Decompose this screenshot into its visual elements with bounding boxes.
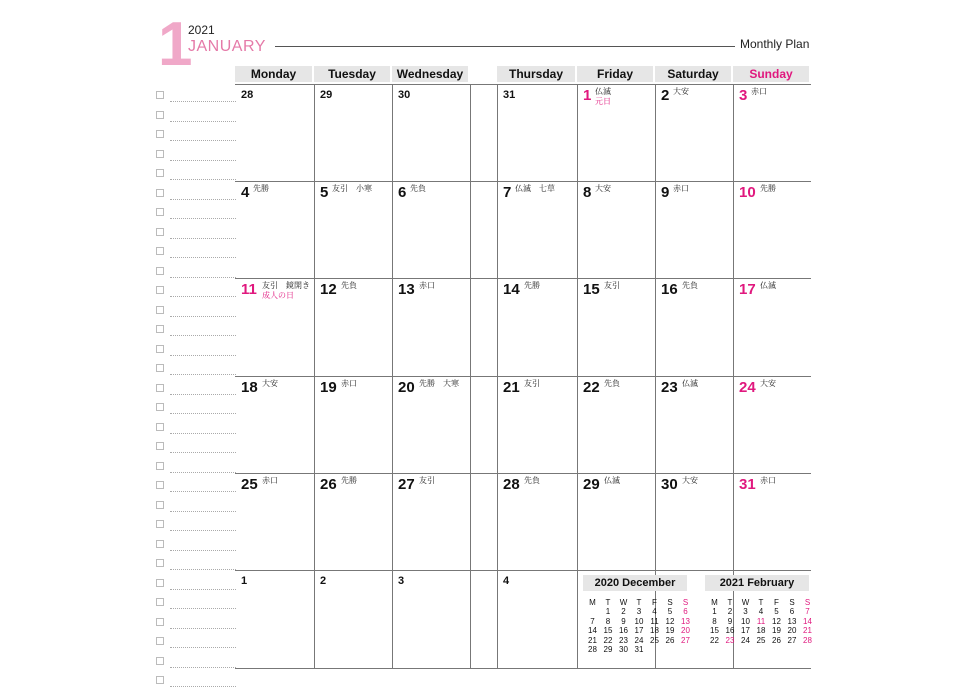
day-number: 11 xyxy=(241,281,257,298)
todo-row xyxy=(156,322,236,336)
todo-row xyxy=(156,88,236,102)
weekday-header: Friday xyxy=(577,66,653,82)
day-number: 5 xyxy=(320,184,329,201)
mini-weekday-label: S xyxy=(682,598,689,607)
todo-line[interactable] xyxy=(170,257,236,258)
year-label: 2021 xyxy=(188,23,215,37)
day-number: 29 xyxy=(320,89,333,101)
day-number: 18 xyxy=(241,379,258,396)
rokuyo-note: 仏滅 xyxy=(595,87,611,96)
todo-row xyxy=(156,654,236,668)
checkbox[interactable] xyxy=(156,501,164,509)
checkbox[interactable] xyxy=(156,130,164,138)
checkbox[interactable] xyxy=(156,579,164,587)
todo-row xyxy=(156,673,236,687)
mini-day: 9 xyxy=(727,616,733,626)
month-number: 1 xyxy=(158,10,191,79)
checkbox[interactable] xyxy=(156,150,164,158)
checkbox[interactable] xyxy=(156,462,164,470)
mini-day: 5 xyxy=(774,607,779,616)
todo-line[interactable] xyxy=(170,491,236,492)
rokuyo-note: 大安 xyxy=(262,379,278,388)
mini-weekday-label: T xyxy=(727,598,733,607)
todo-row xyxy=(156,439,236,453)
mini-day: 17 xyxy=(634,626,644,635)
mini-weekday-label: W xyxy=(619,598,628,607)
day-number: 1 xyxy=(241,575,248,587)
title-rule xyxy=(275,46,735,47)
mini-day: 11 xyxy=(650,616,659,626)
checkbox[interactable] xyxy=(156,267,164,275)
mini-day: 7 xyxy=(590,616,595,626)
todo-line[interactable] xyxy=(170,179,236,180)
mini-day: 14 xyxy=(588,626,597,635)
day-number: 13 xyxy=(398,281,415,298)
mini-weekday-label: T xyxy=(605,598,611,607)
mini-calendar-title: 2020 December xyxy=(583,575,687,591)
day-number: 17 xyxy=(739,281,756,298)
mini-day: 7 xyxy=(805,607,810,616)
mini-weekday-label: S xyxy=(789,598,795,607)
todo-line[interactable] xyxy=(170,413,236,414)
checkbox[interactable] xyxy=(156,345,164,353)
day-number: 7 xyxy=(503,184,512,201)
checkbox[interactable] xyxy=(156,481,164,489)
todo-row xyxy=(156,108,236,122)
day-number: 3 xyxy=(398,575,405,587)
weekday-header: Wednesday xyxy=(392,66,468,82)
holiday-note: 元日 xyxy=(595,97,611,106)
day-number: 9 xyxy=(661,184,670,201)
mini-day: 16 xyxy=(725,626,735,635)
mini-weekday-label: F xyxy=(652,598,657,607)
mini-day: 30 xyxy=(619,645,628,654)
checkbox[interactable] xyxy=(156,520,164,528)
day-number: 29 xyxy=(583,476,600,493)
rokuyo-note: 赤口 xyxy=(262,476,278,485)
todo-line[interactable] xyxy=(170,355,236,356)
rokuyo-note: 大安 xyxy=(595,184,611,193)
mini-weekday-label: T xyxy=(758,598,764,607)
rokuyo-note: 先負 xyxy=(341,281,357,290)
todo-line[interactable] xyxy=(170,589,236,590)
mini-day: 10 xyxy=(634,616,644,626)
todo-line[interactable] xyxy=(170,530,236,531)
mini-day: 20 xyxy=(681,626,690,635)
todo-row xyxy=(156,634,236,648)
mini-day: 21 xyxy=(803,626,812,635)
todo-line[interactable] xyxy=(170,199,236,200)
checkbox[interactable] xyxy=(156,247,164,255)
mini-day: 28 xyxy=(588,645,597,654)
month-name: JANUARY xyxy=(188,38,266,55)
day-number: 6 xyxy=(398,184,407,201)
mini-day: 8 xyxy=(712,616,717,626)
mini-day: 24 xyxy=(634,635,644,645)
checkbox[interactable] xyxy=(156,559,164,567)
rokuyo-note: 仏滅 xyxy=(760,281,776,290)
day-number: 24 xyxy=(739,379,756,396)
day-number: 8 xyxy=(583,184,592,201)
rokuyo-note: 仏滅 xyxy=(682,379,698,388)
rokuyo-note: 赤口 xyxy=(751,87,767,96)
mini-day: 1 xyxy=(712,607,717,616)
checkbox[interactable] xyxy=(156,111,164,119)
weekday-header: Monday xyxy=(235,66,312,82)
mini-day: 27 xyxy=(787,635,797,645)
mini-day: 4 xyxy=(652,607,657,616)
mini-day: 16 xyxy=(619,626,628,635)
todo-line[interactable] xyxy=(170,628,236,629)
checkbox[interactable] xyxy=(156,423,164,431)
todo-line[interactable] xyxy=(170,472,236,473)
weekday-header: Thursday xyxy=(497,66,575,82)
day-number: 31 xyxy=(503,89,516,101)
day-number: 26 xyxy=(320,476,337,493)
mini-weekday-label: F xyxy=(774,598,779,607)
checkbox[interactable] xyxy=(156,442,164,450)
mini-day: 27 xyxy=(681,635,690,645)
checkbox[interactable] xyxy=(156,384,164,392)
todo-row xyxy=(156,283,236,297)
rokuyo-note: 大安 xyxy=(760,379,776,388)
day-number: 4 xyxy=(503,575,510,587)
mini-day: 2 xyxy=(727,607,733,616)
grid-hline xyxy=(235,376,811,377)
mini-day: 3 xyxy=(636,607,642,616)
mini-day: 15 xyxy=(603,626,613,635)
todo-line[interactable] xyxy=(170,452,236,453)
mini-weekday-label: S xyxy=(804,598,811,607)
todo-line[interactable] xyxy=(170,140,236,141)
mini-day: 12 xyxy=(665,616,675,626)
day-number: 28 xyxy=(241,89,254,101)
checkbox[interactable] xyxy=(156,676,164,684)
day-number: 20 xyxy=(398,379,415,396)
day-number: 16 xyxy=(661,281,678,298)
todo-line[interactable] xyxy=(170,101,236,102)
day-number: 3 xyxy=(739,87,748,104)
day-number: 30 xyxy=(661,476,678,493)
rokuyo-note: 友引 xyxy=(419,476,435,485)
todo-row xyxy=(156,615,236,629)
mini-calendar-title: 2021 February xyxy=(705,575,809,591)
todo-row xyxy=(156,303,236,317)
mini-day: 11 xyxy=(756,616,766,626)
rokuyo-note: 大安 xyxy=(682,476,698,485)
rokuyo-note: 赤口 xyxy=(673,184,689,193)
day-number: 31 xyxy=(739,476,756,493)
todo-row xyxy=(156,342,236,356)
day-number: 2 xyxy=(320,575,327,587)
mini-day: 29 xyxy=(603,645,613,654)
todo-row xyxy=(156,517,236,531)
mini-day: 9 xyxy=(621,616,626,626)
mini-weekday-label: M xyxy=(711,598,718,607)
todo-line[interactable] xyxy=(170,296,236,297)
checkbox[interactable] xyxy=(156,598,164,606)
mini-day: 10 xyxy=(741,616,750,626)
day-number: 25 xyxy=(241,476,258,493)
grid-hline xyxy=(235,181,811,182)
mini-day: 18 xyxy=(650,626,659,635)
checkbox[interactable] xyxy=(156,540,164,548)
day-number: 28 xyxy=(503,476,520,493)
mini-day: 17 xyxy=(741,626,750,635)
mini-day: 19 xyxy=(772,626,781,635)
mini-day: 18 xyxy=(756,626,766,635)
todo-row xyxy=(156,361,236,375)
mini-day: 20 xyxy=(787,626,797,635)
rokuyo-note: 先負 xyxy=(682,281,698,290)
todo-line[interactable] xyxy=(170,316,236,317)
mini-weekday-label: T xyxy=(636,598,642,607)
mini-day: 6 xyxy=(683,607,688,616)
day-number: 10 xyxy=(739,184,756,201)
todo-line[interactable] xyxy=(170,238,236,239)
weekday-header: Saturday xyxy=(655,66,731,82)
mini-day: 1 xyxy=(605,607,611,616)
rokuyo-note: 先勝 xyxy=(341,476,357,485)
mini-day: 13 xyxy=(787,616,797,626)
grid-hline xyxy=(235,668,811,669)
grid-hline xyxy=(235,570,811,571)
todo-row xyxy=(156,244,236,258)
checkbox[interactable] xyxy=(156,306,164,314)
todo-row xyxy=(156,556,236,570)
checkbox[interactable] xyxy=(156,618,164,626)
rokuyo-note: 先負 xyxy=(410,184,426,193)
mini-weekday-label: M xyxy=(589,598,596,607)
mini-day: 2 xyxy=(621,607,626,616)
todo-row xyxy=(156,186,236,200)
todo-row xyxy=(156,459,236,473)
checkbox[interactable] xyxy=(156,189,164,197)
todo-line[interactable] xyxy=(170,218,236,219)
rokuyo-note: 仏滅 xyxy=(604,476,620,485)
weekday-header: Sunday xyxy=(733,66,809,82)
todo-line[interactable] xyxy=(170,511,236,512)
todo-row xyxy=(156,127,236,141)
mini-day: 23 xyxy=(619,635,628,645)
todo-line[interactable] xyxy=(170,550,236,551)
todo-line[interactable] xyxy=(170,433,236,434)
todo-row xyxy=(156,400,236,414)
day-number: 23 xyxy=(661,379,678,396)
checkbox[interactable] xyxy=(156,91,164,99)
grid-hline xyxy=(235,473,811,474)
mini-day: 4 xyxy=(758,607,764,616)
checkbox[interactable] xyxy=(156,403,164,411)
mini-day: 21 xyxy=(588,635,597,645)
todo-line[interactable] xyxy=(170,667,236,668)
checkbox[interactable] xyxy=(156,286,164,294)
day-number: 2 xyxy=(661,87,670,104)
todo-row xyxy=(156,478,236,492)
todo-line[interactable] xyxy=(170,160,236,161)
mini-day: 5 xyxy=(667,607,673,616)
mini-day: 31 xyxy=(634,645,644,654)
mini-day: 28 xyxy=(803,635,812,645)
rokuyo-note: 友引 xyxy=(604,281,620,290)
rokuyo-note: 赤口 xyxy=(419,281,435,290)
checkbox[interactable] xyxy=(156,657,164,665)
todo-line[interactable] xyxy=(170,394,236,395)
mini-day: 15 xyxy=(710,626,719,635)
rokuyo-note: 大安 xyxy=(673,87,689,96)
mini-day: 14 xyxy=(803,616,812,626)
mini-day: 26 xyxy=(665,635,675,645)
rokuyo-note: 赤口 xyxy=(341,379,357,388)
day-number: 15 xyxy=(583,281,600,298)
todo-row xyxy=(156,498,236,512)
rokuyo-note: 先勝 xyxy=(524,281,540,290)
mini-day: 6 xyxy=(789,607,795,616)
todo-row xyxy=(156,576,236,590)
checkbox[interactable] xyxy=(156,208,164,216)
mini-day: 25 xyxy=(650,635,659,645)
todo-line[interactable] xyxy=(170,686,236,687)
day-number: 22 xyxy=(583,379,600,396)
grid-hline xyxy=(235,84,811,85)
day-number: 14 xyxy=(503,281,520,298)
day-number: 30 xyxy=(398,89,411,101)
checkbox[interactable] xyxy=(156,325,164,333)
todo-line[interactable] xyxy=(170,335,236,336)
checkbox[interactable] xyxy=(156,637,164,645)
day-number: 4 xyxy=(241,184,250,201)
day-number: 21 xyxy=(503,379,520,396)
todo-line[interactable] xyxy=(170,608,236,609)
todo-row xyxy=(156,166,236,180)
todo-row xyxy=(156,537,236,551)
grid-hline xyxy=(235,278,811,279)
checkbox[interactable] xyxy=(156,169,164,177)
day-number: 1 xyxy=(583,87,592,104)
todo-row xyxy=(156,147,236,161)
checkbox[interactable] xyxy=(156,228,164,236)
todo-line[interactable] xyxy=(170,569,236,570)
day-number: 19 xyxy=(320,379,337,396)
mini-day: 3 xyxy=(743,607,748,616)
mini-day: 19 xyxy=(665,626,675,635)
mini-day: 12 xyxy=(772,616,781,626)
todo-line[interactable] xyxy=(170,277,236,278)
checkbox[interactable] xyxy=(156,364,164,372)
mini-day: 25 xyxy=(756,635,766,645)
holiday-note: 成人の日 xyxy=(262,291,294,300)
rokuyo-note: 先負 xyxy=(524,476,540,485)
mini-day: 26 xyxy=(772,635,781,645)
rokuyo-note: 先勝 xyxy=(760,184,776,193)
todo-row xyxy=(156,225,236,239)
todo-row xyxy=(156,381,236,395)
mini-day: 24 xyxy=(741,635,750,645)
todo-row xyxy=(156,595,236,609)
rokuyo-note: 先勝 xyxy=(253,184,269,193)
mini-day: 22 xyxy=(603,635,613,645)
todo-row xyxy=(156,205,236,219)
todo-line[interactable] xyxy=(170,121,236,122)
mini-weekday-label: S xyxy=(667,598,673,607)
todo-row xyxy=(156,420,236,434)
todo-line[interactable] xyxy=(170,647,236,648)
rokuyo-note: 赤口 xyxy=(760,476,776,485)
mini-day: 13 xyxy=(681,616,690,626)
mini-day: 23 xyxy=(725,635,735,645)
mini-day: 22 xyxy=(710,635,719,645)
rokuyo-note: 先負 xyxy=(604,379,620,388)
plan-label: Monthly Plan xyxy=(740,37,810,51)
day-number: 12 xyxy=(320,281,337,298)
day-number: 27 xyxy=(398,476,415,493)
rokuyo-note: 仏滅 七草 xyxy=(515,184,555,193)
mini-weekday-label: W xyxy=(741,598,750,607)
rokuyo-note: 友引 xyxy=(524,379,540,388)
rokuyo-note: 先勝 大寒 xyxy=(419,379,459,388)
rokuyo-note: 友引 鏡開き xyxy=(262,281,310,290)
rokuyo-note: 友引 小寒 xyxy=(332,184,372,193)
mini-day: 8 xyxy=(605,616,611,626)
todo-row xyxy=(156,264,236,278)
todo-line[interactable] xyxy=(170,374,236,375)
weekday-header: Tuesday xyxy=(314,66,390,82)
